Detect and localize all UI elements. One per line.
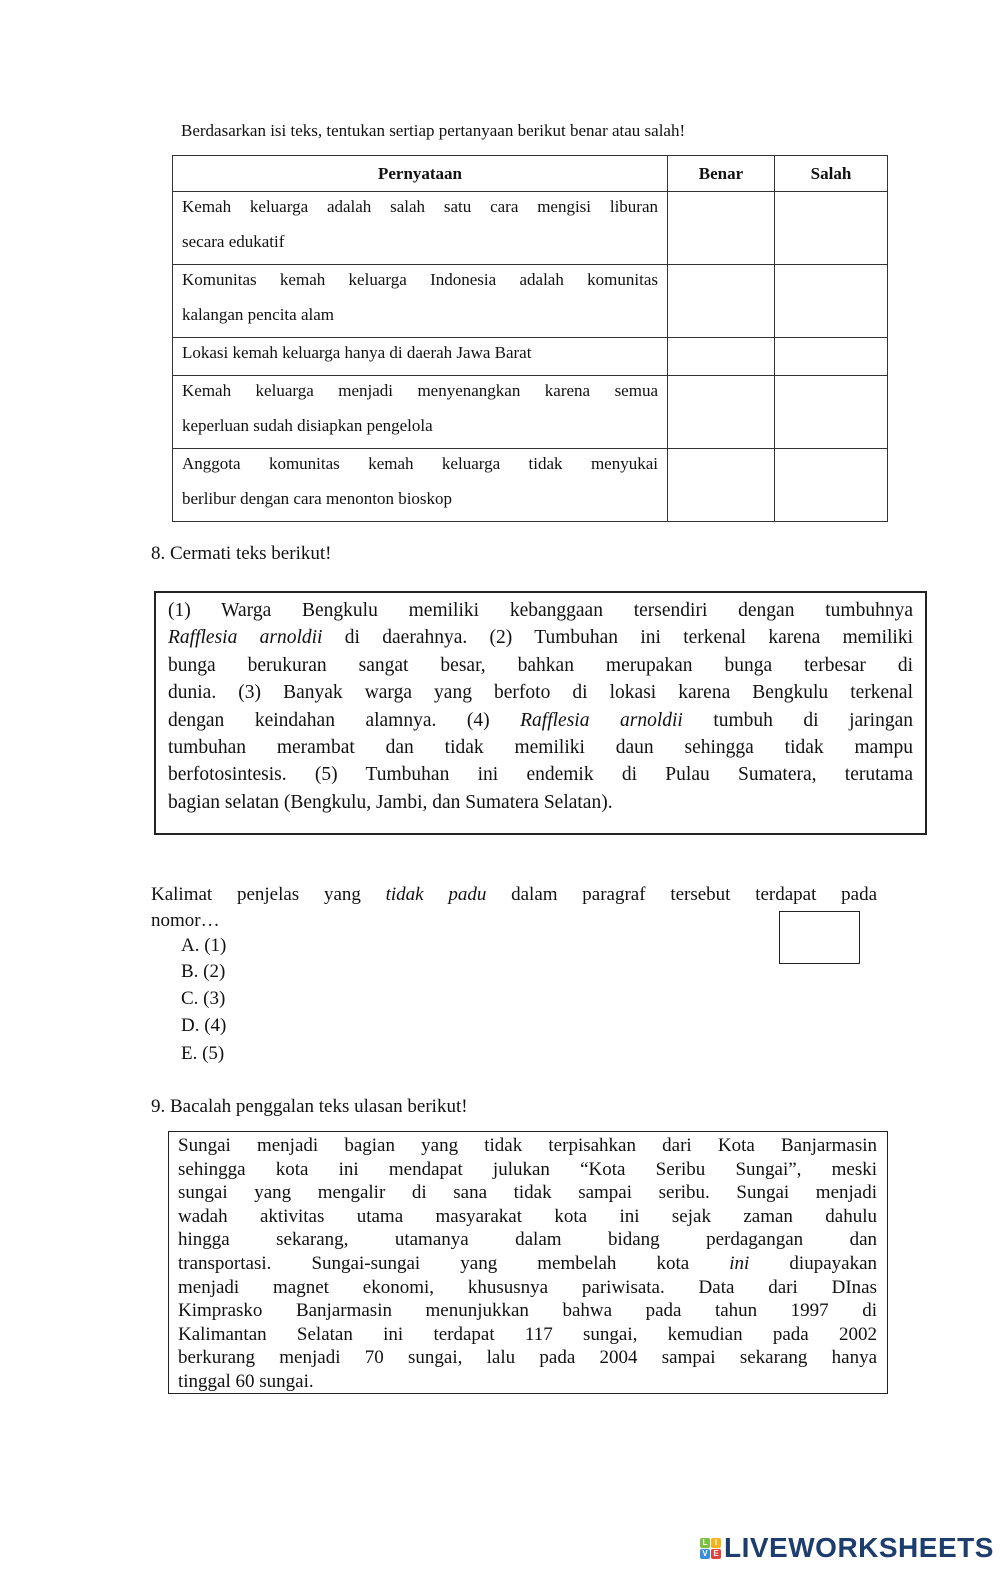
option-c: C. (3): [181, 988, 226, 1009]
statement-cell: [173, 192, 668, 265]
option-d: D. (4): [181, 1015, 227, 1036]
passage-line: bunga berukuran sangat besar, bahkan merupakan bunga terbesar di: [168, 654, 913, 676]
badge-letter: L: [700, 1538, 710, 1548]
passage-line: Kemah keluarga menjadi menyenangkan karena semua: [182, 381, 658, 400]
option-a: A. (1): [181, 935, 227, 956]
q8-question-text: dalam paragraf tersebut terdapat pada: [486, 884, 877, 905]
liveworksheets-logo: [700, 1532, 994, 1564]
option-b: B. (2): [181, 961, 226, 982]
passage-line: Sungai menjadi bagian yang tidak terpisahkan dari Kota Banjarmasin: [178, 1135, 877, 1156]
passage-line: sungai yang mengalir di sana tidak sampai seribu. Sungai menjadi: [178, 1182, 877, 1204]
table-row: [173, 265, 888, 338]
line-segment: dengan keindahan alamnya. (4): [168, 709, 521, 731]
statement-cell: [173, 338, 668, 376]
passage-line: secara edukatif: [182, 232, 285, 251]
statement-cell: [173, 376, 668, 449]
passage-line: Lokasi kemah keluarga hanya di daerah Jawa Barat: [182, 343, 532, 362]
q9-passage-box: [168, 1131, 888, 1394]
line-segment: tumbuh di jaringan: [682, 709, 913, 731]
true-checkbox-cell[interactable]: [668, 265, 775, 338]
q8-passage-box: [154, 591, 927, 835]
badge-letter: I: [711, 1538, 721, 1548]
line-segment: transportasi. Sungai-sungai yang membelah kota: [178, 1252, 730, 1274]
passage-line: dunia. (3) Banyak warga yang berfoto di lokasi karena Bengkulu terkenal: [168, 682, 913, 704]
true-checkbox-cell[interactable]: [668, 338, 775, 376]
badge-letter: E: [711, 1549, 721, 1559]
statement-cell: [173, 265, 668, 338]
passage-line: sehingga kota ini mendapat julukan “Kota Seribu Sungai”, meski: [178, 1158, 877, 1180]
passage-line: Anggota komunitas kemah keluarga tidak menyukai: [182, 454, 658, 473]
q9-title: 9. Bacalah penggalan teks ulasan berikut!: [151, 1096, 468, 1117]
false-checkbox-cell[interactable]: [775, 338, 888, 376]
header-false: Salah: [775, 156, 888, 192]
table-row: [173, 376, 888, 449]
header-statement: Pernyataan: [173, 156, 668, 192]
passage-line: (1) Warga Bengkulu memiliki kebanggaan tersendiri dengan tumbuhnya: [168, 600, 913, 621]
passage-line: tumbuhan merambat dan tidak memiliki daun sehingga tidak mampu: [168, 737, 913, 759]
passage-line: [178, 1252, 877, 1276]
live-badge-icon: [700, 1538, 721, 1559]
true-checkbox-cell[interactable]: [668, 376, 775, 449]
line-segment: di daerahnya. (2) Tumbuhan ini terkenal karena memiliki: [322, 627, 914, 649]
true-checkbox-cell[interactable]: [668, 449, 775, 522]
false-checkbox-cell[interactable]: [775, 265, 888, 338]
passage-line: [168, 707, 913, 734]
q8-question-text: Kalimat penjelas yang: [151, 884, 386, 905]
logo-text: LIVEWORKSHEETS: [724, 1532, 994, 1563]
q8-question-emphasis: tidak padu: [385, 884, 487, 905]
q8-question: [151, 884, 877, 932]
header-true: Benar: [668, 156, 775, 192]
passage-line: Komunitas kemah keluarga Indonesia adalah komunitas: [182, 270, 658, 289]
true-false-table: [172, 155, 888, 522]
passage-line: menjadi magnet ekonomi, khususnya pariwisata. Data dari DInas: [178, 1276, 877, 1298]
false-checkbox-cell[interactable]: [775, 449, 888, 522]
italic-term: Rafflesia arnoldii: [520, 709, 683, 731]
table-row: [173, 192, 888, 265]
passage-line: Kimprasko Banjarmasin menunjukkan bahwa pada tahun 1997 di: [178, 1300, 877, 1322]
table-row: [173, 449, 888, 522]
passage-line: keperluan sudah disiapkan pengelola: [182, 416, 433, 435]
italic-term: ini: [729, 1252, 750, 1274]
passage-line: berfotosintesis. (5) Tumbuhan ini endemik di Pulau Sumatera, terutama: [168, 764, 913, 786]
passage-line: Kalimantan Selatan ini terdapat 117 sungai, kemudian pada 2002: [178, 1323, 877, 1345]
passage-line: kalangan pencita alam: [182, 305, 334, 324]
passage-line: Kemah keluarga adalah salah satu cara mengisi liburan: [182, 197, 658, 216]
answer-input[interactable]: [779, 911, 860, 964]
italic-term: Rafflesia arnoldii: [168, 627, 323, 649]
q8-question-line2: nomor…: [151, 910, 220, 931]
passage-line: hingga sekarang, utamanya dalam bidang perdagangan dan: [178, 1229, 877, 1251]
passage-line: berlibur dengan cara menonton bioskop: [182, 489, 453, 508]
true-checkbox-cell[interactable]: [668, 192, 775, 265]
badge-letter: V: [700, 1549, 710, 1559]
statement-cell: [173, 449, 668, 522]
q8-title: 8. Cermati teks berikut!: [151, 543, 332, 564]
passage-line: bagian selatan (Bengkulu, Jambi, dan Sumatera Selatan).: [168, 791, 613, 813]
passage-line: tinggal 60 sungai.: [178, 1370, 314, 1392]
option-e: E. (5): [181, 1043, 225, 1064]
false-checkbox-cell[interactable]: [775, 192, 888, 265]
line-segment: diupayakan: [749, 1252, 877, 1274]
passage-line: berkurang menjadi 70 sungai, lalu pada 2004 sampai sekarang hanya: [178, 1347, 877, 1369]
table-row: [173, 338, 888, 376]
passage-line: [168, 624, 913, 651]
false-checkbox-cell[interactable]: [775, 376, 888, 449]
instruction: Berdasarkan isi teks, tentukan sertiap pertanyaan berikut benar atau salah!: [181, 121, 686, 140]
passage-line: wadah aktivitas utama masyarakat kota ini sejak zaman dahulu: [178, 1205, 877, 1227]
